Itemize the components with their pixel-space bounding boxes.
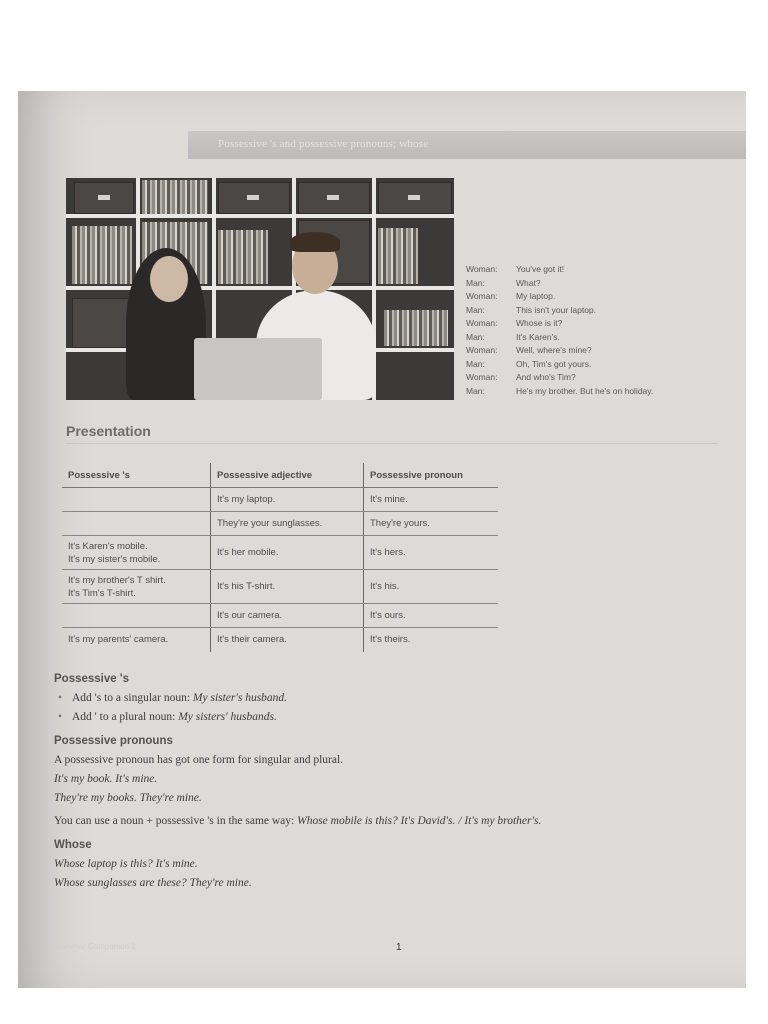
grammar-notes <box>54 673 734 893</box>
table-cell: It's theirs. <box>364 628 499 652</box>
dialogue-line: Woman: My laptop. <box>466 291 556 301</box>
dialogue-line: Woman: Well, where's mine? <box>466 345 592 355</box>
column-header: Possessive adjective <box>211 463 364 488</box>
divider <box>66 443 718 444</box>
dialogue-line: Woman: Whose is it? <box>466 318 563 328</box>
body-text: A possessive pronoun has got one form for singular and plural. <box>54 754 344 766</box>
table-row <box>62 536 498 570</box>
column-header: Possessive 's <box>62 463 211 488</box>
table-cell <box>62 512 211 536</box>
section-heading: Possessive 's <box>54 673 129 685</box>
rule-list <box>54 689 734 727</box>
section-heading: Possessive pronouns <box>54 735 173 747</box>
table-cell: It's his. <box>364 570 499 604</box>
table-row <box>62 604 498 628</box>
dialogue-line: Man: Oh, Tim's got yours. <box>466 358 592 369</box>
example-text: Whose laptop is this? It's mine. <box>54 858 198 870</box>
table-cell: It's my laptop. <box>211 488 364 512</box>
table-cell: It's our camera. <box>211 604 364 628</box>
table-row <box>62 628 498 652</box>
office-photo <box>66 178 454 400</box>
section-heading: Whose <box>54 839 92 851</box>
table-cell: It's her mobile. <box>211 536 364 570</box>
column-header: Possessive pronoun <box>364 463 499 488</box>
unit-title: Possessive 's and possessive pronouns; whose <box>218 138 429 150</box>
dialogue-line: Woman: You've got it! <box>466 264 565 274</box>
table-cell: It's my brother's T shirt. It's Tim's T-shirt. <box>62 570 211 604</box>
table-header-row <box>62 463 498 488</box>
table-cell: It's ours. <box>364 604 499 628</box>
table-cell <box>62 604 211 628</box>
table-cell: They're your sunglasses. <box>211 512 364 536</box>
table-row <box>62 488 498 512</box>
laptop <box>194 338 322 400</box>
table-row <box>62 570 498 604</box>
dialogue <box>466 263 653 398</box>
example-text: They're my books. They're mine. <box>54 792 202 804</box>
unit-header-bar <box>188 131 746 159</box>
list-item: • Add ' to a plural noun: My sisters' husbands. <box>72 708 734 727</box>
table-cell: It's his T-shirt. <box>211 570 364 604</box>
dialogue-line: Man: What? <box>466 277 541 288</box>
table-cell: It's my parents' camera. <box>68 634 169 646</box>
possessives-table <box>62 463 498 652</box>
dialogue-line: Man: This isn't your laptop. <box>466 304 597 315</box>
example-text: Whose sunglasses are these? They're mine. <box>54 877 252 889</box>
example-text: It's my book. It's mine. <box>54 773 158 785</box>
book-page <box>18 91 746 988</box>
body-text: You can use a noun + possessive 's in the same way: Whose mobile is this? It's David's. / It's my brother's. <box>54 815 542 827</box>
table-cell: It's mine. <box>364 488 499 512</box>
table-cell: It's hers. <box>364 536 499 570</box>
table-cell <box>62 488 211 512</box>
page-number: 1 <box>396 942 402 953</box>
table-cell: They're yours. <box>364 512 499 536</box>
table-cell: It's Karen's mobile. It's my sister's mobile. <box>62 536 211 570</box>
footer-text: Grammar Companion 1 <box>52 942 136 951</box>
dialogue-line: Woman: And who's Tim? <box>466 372 576 382</box>
dialogue-line: Man: It's Karen's. <box>466 331 560 342</box>
table-row <box>62 512 498 536</box>
list-item: • Add 's to a singular noun: My sister's husband. <box>72 689 734 708</box>
presentation-heading: Presentation <box>66 423 151 439</box>
table-cell: It's their camera. <box>211 628 364 652</box>
dialogue-line: Man: He's my brother. But he's on holiday. <box>466 385 654 396</box>
